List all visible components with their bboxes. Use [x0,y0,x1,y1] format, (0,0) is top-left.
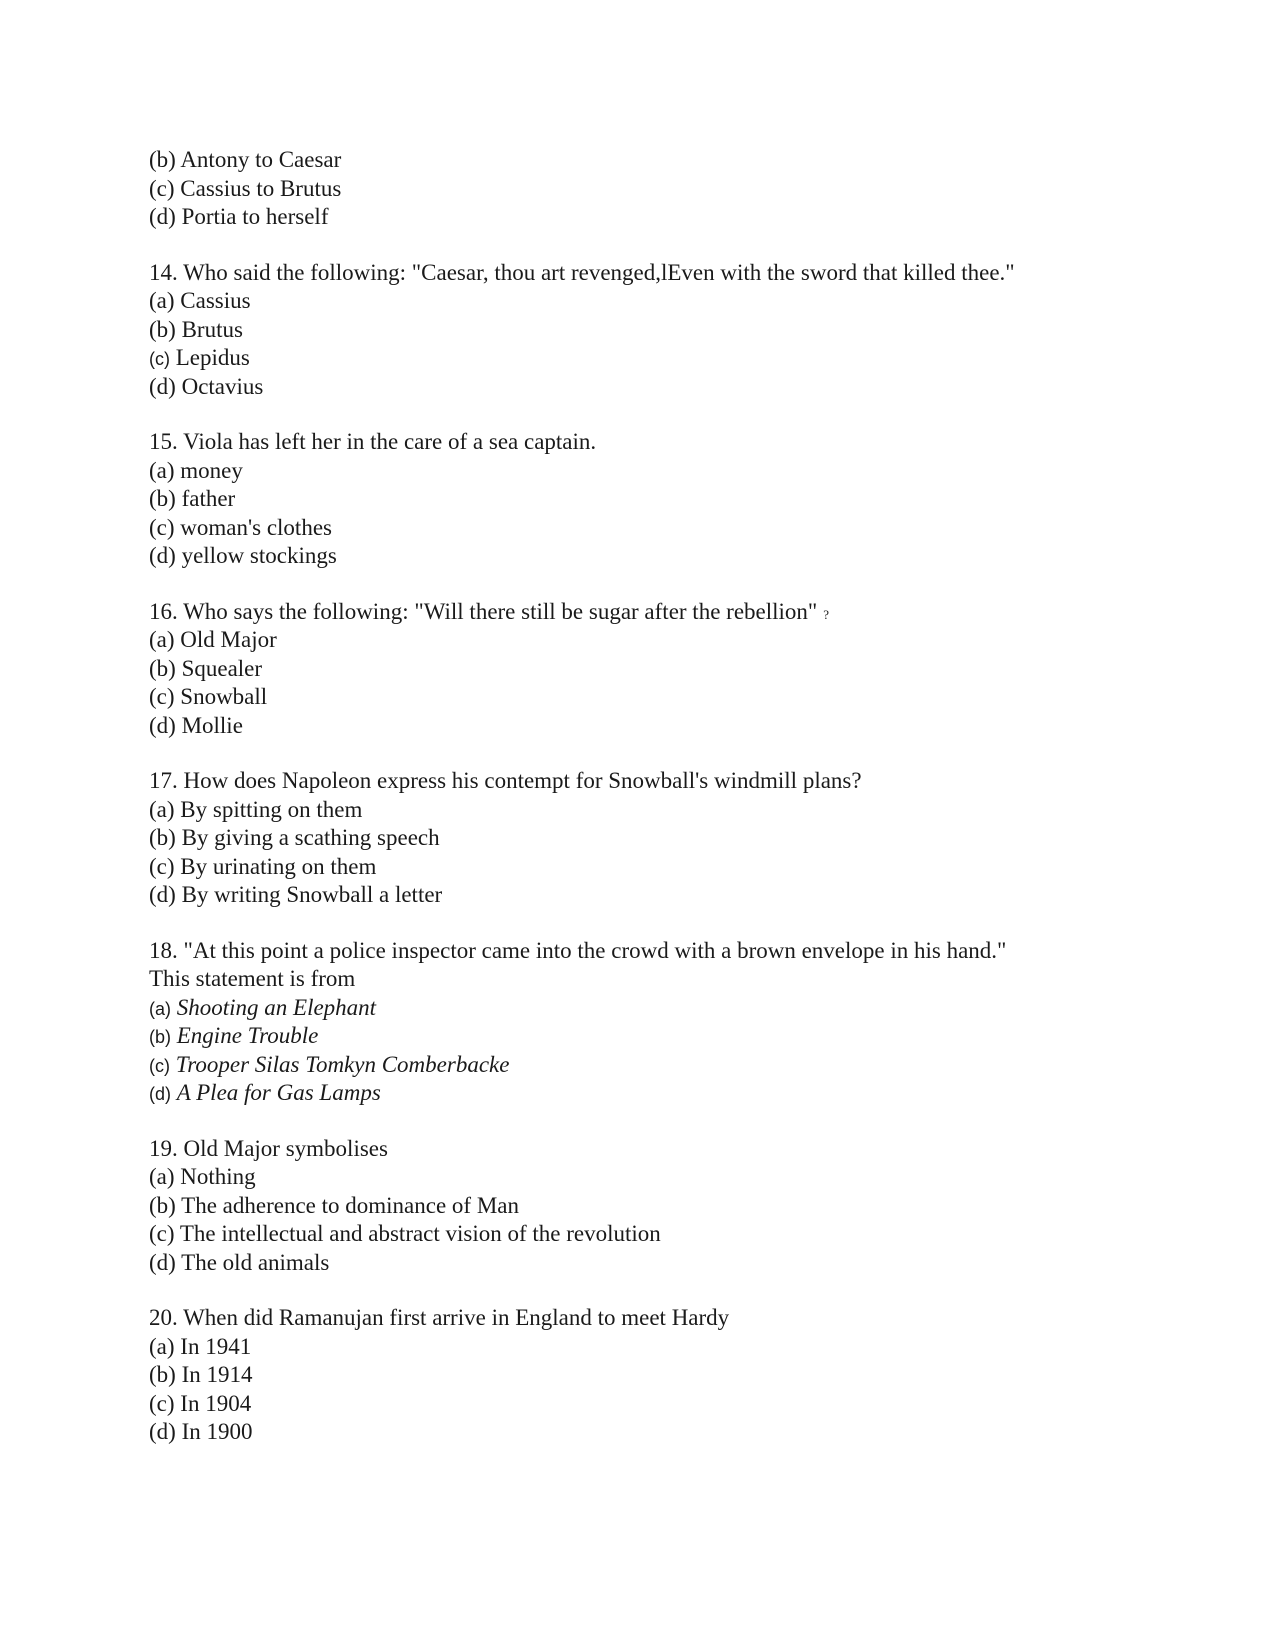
option-a: (a) Shooting an Elephant [149,994,377,1020]
option-d: (d) A Plea for Gas Lamps [149,1080,381,1105]
option-c: (c) Trooper Silas Tomkyn Comberbacke [149,1051,510,1077]
option-a: (a) Old Major [149,627,277,652]
question-20 [149,1304,1149,1447]
question-text: 17. How does Napoleon express his contempt for Snowball's windmill plans? [149,768,862,793]
option-d: (d) Octavius [149,373,264,399]
option-b: (b) The adherence to dominance of Man [149,1192,519,1218]
option-c: (c) woman's clothes [149,514,332,540]
question-14 [149,259,1149,402]
option-c: (c) Snowball [149,684,268,709]
option-a: (a) Cassius [149,288,251,313]
option-b: (b) Brutus [149,316,243,342]
option-c: (c) The intellectual and abstract vision of the revolution [149,1221,661,1246]
question-text: 19. Old Major symbolises [149,1135,388,1161]
option-d: (d) In 1900 [149,1419,253,1444]
document-page [149,146,1149,1474]
option-b: (b) Squealer [149,655,263,681]
question-text: 14. Who said the following: "Caesar, thou art revenged,lEven with the sword that killed thee." [149,259,1015,285]
option-b: (b) Engine Trouble [149,1023,319,1048]
option-b: (b) Antony to Caesar [149,147,342,172]
question-15 [149,428,1149,571]
option-a: (a) Nothing [149,1164,256,1189]
question-text-line-2: This statement is from [149,966,356,991]
question-18 [149,937,1149,1108]
question-13-continuation [149,146,1149,232]
option-d: (d) The old animals [149,1249,330,1275]
option-b: (b) father [149,486,236,511]
option-b: (b) In 1914 [149,1362,253,1387]
question-16 [149,598,1149,741]
option-d: (d) yellow stockings [149,543,337,568]
option-a: (a) In 1941 [149,1333,252,1359]
option-d: (d) Portia to herself [149,204,329,229]
question-text: 20. When did Ramanujan first arrive in England to meet Hardy [149,1305,730,1330]
question-19 [149,1135,1149,1278]
option-c: (c) Cassius to Brutus [149,175,342,201]
question-17 [149,767,1149,910]
option-a: (a) money [149,457,243,483]
question-text: 16. Who says the following: "Will there still be sugar after the rebellion" ? [149,598,830,624]
option-d: (d) Mollie [149,712,243,738]
option-b: (b) By giving a scathing speech [149,825,440,850]
question-text: 18. "At this point a police inspector came into the crowd with a brown envelope in his hand." [149,937,1007,963]
question-mark: ? [823,606,830,622]
option-d: (d) By writing Snowball a letter [149,882,443,907]
option-a: (a) By spitting on them [149,796,363,822]
question-text: 15. Viola has left her in the care of a sea captain. [149,429,597,454]
option-c: (c) Lepidus [149,345,250,370]
option-c: (c) In 1904 [149,1390,252,1416]
option-c: (c) By urinating on them [149,853,377,879]
